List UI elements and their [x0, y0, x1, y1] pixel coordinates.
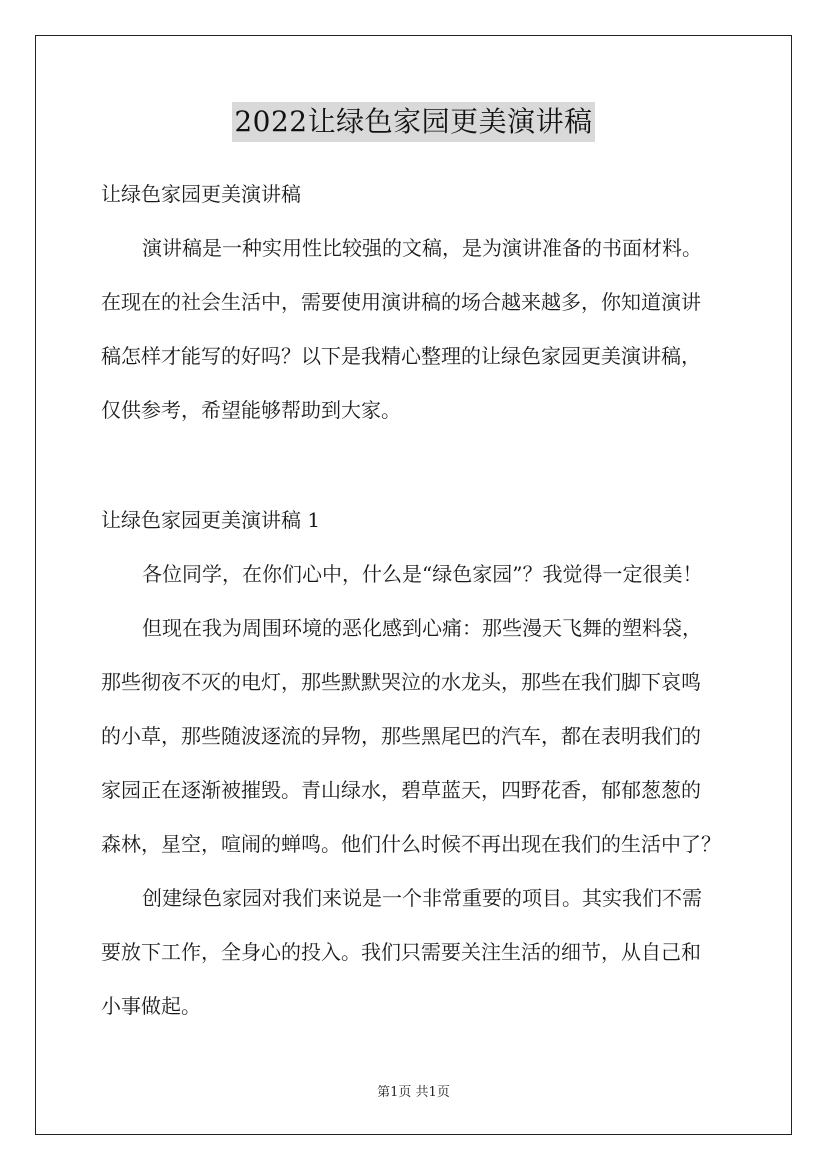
- paragraph-line: 在现在的社会生活中，需要使用演讲稿的场合越来越多，你知道演讲: [101, 290, 701, 314]
- paragraph-line: 但现在我为周围环境的恶化感到心痛：那些漫天飞舞的塑料袋，: [142, 616, 702, 640]
- paragraph-line: 各位同学，在你们心中，什么是“绿色家园”？我觉得一定很美！: [142, 562, 703, 586]
- section-heading: 让绿色家园更美演讲稿 1: [101, 508, 321, 532]
- paragraph-line: 稿怎样才能写的好吗？以下是我精心整理的让绿色家园更美演讲稿，: [101, 344, 701, 368]
- paragraph-line: 要放下工作，全身心的投入。我们只需要关注生活的细节，从自己和: [101, 940, 701, 964]
- title-container: [0, 102, 827, 142]
- paragraph-line: 创建绿色家园对我们来说是一个非常重要的项目。其实我们不需: [142, 886, 702, 910]
- paragraph-line: 那些彻夜不灭的电灯，那些默默哭泣的水龙头，那些在我们脚下哀鸣: [101, 670, 701, 694]
- paragraph-line: 仅供参考，希望能够帮助到大家。: [101, 398, 401, 422]
- page-footer: 第1页 共1页: [377, 1085, 450, 1100]
- paragraph-line: 小事做起。: [101, 994, 201, 1018]
- subtitle-line: 让绿色家园更美演讲稿: [101, 182, 301, 206]
- paragraph-line: 演讲稿是一种实用性比较强的文稿，是为演讲准备的书面材料。: [142, 236, 702, 260]
- paragraph-line: 家园正在逐渐被摧毁。青山绿水，碧草蓝天，四野花香，郁郁葱葱的: [101, 778, 701, 802]
- paragraph-line: 的小草，那些随波逐流的异物，那些黑尾巴的汽车，都在表明我们的: [101, 724, 701, 748]
- paragraph-line: 森林，星空，喧闹的蝉鸣。他们什么时候不再出现在我们的生活中了？: [101, 832, 721, 856]
- document-title: 2022让绿色家园更美演讲稿: [232, 102, 594, 142]
